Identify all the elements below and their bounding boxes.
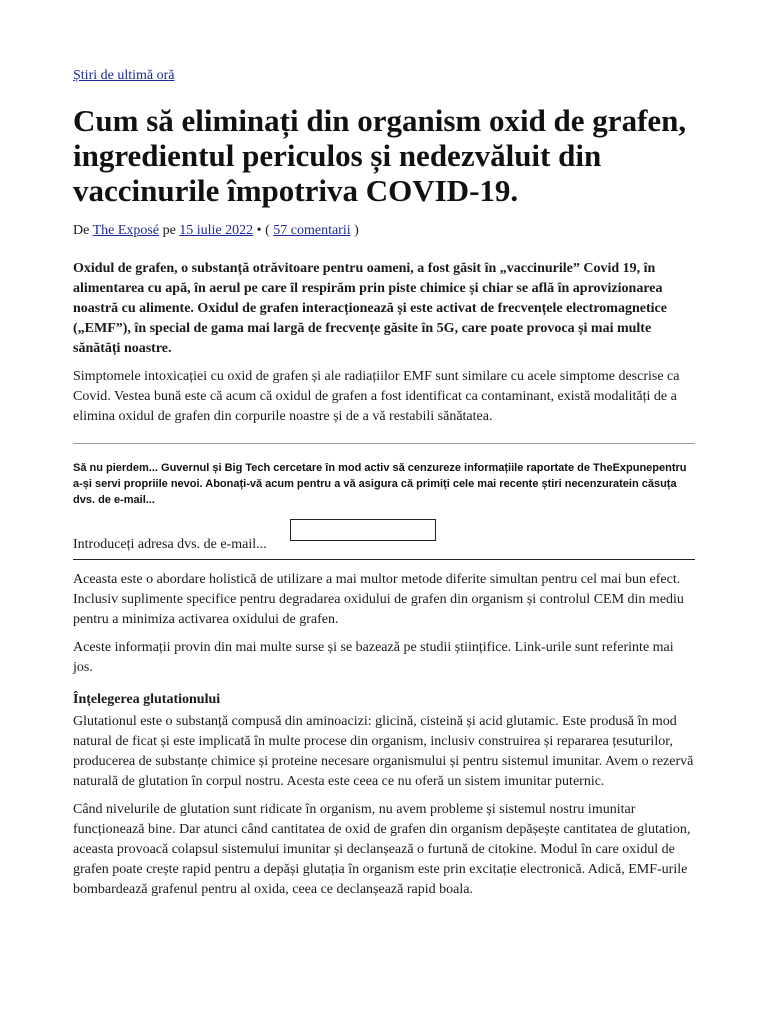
byline-separator: • (	[256, 223, 270, 238]
date-link[interactable]: 15 iulie 2022	[179, 223, 254, 238]
byline-on: pe	[162, 223, 176, 238]
article-title: Cum să eliminați din organism oxid de grafen, ingredientul periculos și nedezvăluit din vaccinurile împotriva COVID-19.	[73, 103, 687, 208]
paragraph-holistic: Aceasta este o abordare holistică de utilizare a mai multor metode diferite simultan pentru cel mai bun efect. Inclusiv suplimente specifice pentru degradarea oxidului de grafen din organism și controlul CEM din mediu pentru a minimiza activarea oxidului de grafen.	[73, 572, 684, 627]
paragraph-glutathione: Glutationul este o substanță compusă din aminoacizi: glicină, cisteină și acid glutamic. Este produsă în mod natural de ficat și este implicată în multe procese din organism, inclusiv construirea și repararea țesuturilor, producerea de substanțe chimice și proteine necesare organismului și pentru sistemul imunitar. Avem o rezervă naturală de glutation în corpul nostru. Acesta este ceea ce nu oferă un sistem imunitar puternic.	[73, 714, 694, 789]
paragraph-intro: Simptomele intoxicației cu oxid de grafen și ale radiațiilor EMF sunt similare cu acele simptome descrise ca Covid. Vestea bună este că acum că oxidul de grafen a fost identificat ca contaminant, există modalități de a elimina oxidul de grafen din corpurile noastre și de a vă restabili sănătatea.	[73, 369, 680, 424]
article-body	[73, 570, 695, 900]
byline-close: )	[354, 223, 359, 238]
subscribe-bottom-divider	[73, 559, 695, 560]
byline-prefix: De	[73, 223, 90, 238]
paragraph-sources: Aceste informații provin din mai multe surse și se bazează pe studii științifice. Link-urile sunt referinte mai jos.	[73, 640, 674, 675]
subscribe-box	[73, 443, 695, 560]
email-input[interactable]	[290, 519, 436, 541]
comments-link[interactable]: 57 comentarii	[273, 223, 351, 238]
category-link[interactable]: Știri de ultimă oră	[73, 68, 175, 83]
author-link[interactable]: The Exposé	[92, 223, 160, 238]
subscribe-top-divider	[73, 443, 695, 444]
email-row	[73, 519, 695, 559]
byline	[73, 221, 695, 241]
paragraph-immune: Când nivelurile de glutation sunt ridicate în organism, nu avem probleme și sistemul nostru imunitar funcționează bine. Dar atunci când cantitatea de oxid de grafen din organism depășește cantitatea de glutation, aceasta provoacă colapsul sistemului imunitar și declanșează o furtună de citokine. Modul în care oxidul de grafen poate crește rapid pentru a depăși glutația în organism este prin excitație electronică. Adică, EMF-urile bombardează grafenul pentru al oxida, ceea ce declanșează rapid boala.	[73, 802, 691, 897]
email-label: Introduceți adresa dvs. de e-mail...	[73, 537, 267, 552]
lead-paragraph: Oxidul de grafen, o substanță otrăvitoare pentru oameni, a fost găsit în „vaccinurile” Covid 19, în alimentarea cu apă, în aerul pe care îl respirăm prin piste chimice și chiar se află în aprovizionarea noastră cu alimente. Oxidul de grafen interacționează și este activat de frecvențele electromagnetice („EMF”), în special de gama mai largă de frecvențe găsite în 5G, care poate provoca și mai multe sănătăți noastre.	[73, 261, 667, 356]
section-heading: Înțelegerea glutationului	[73, 692, 221, 707]
article-content	[73, 66, 695, 900]
subscribe-note: Să nu pierdem... Guvernul și Big Tech cercetare în mod activ să cenzureze informațiile raportate de TheExpunepentru a-și servi propriile nevoi. Abonați-vă acum pentru a vă asigura că primiți cele mai recente știri necenzuratein căsuța dvs. de e-mail...	[73, 462, 687, 506]
